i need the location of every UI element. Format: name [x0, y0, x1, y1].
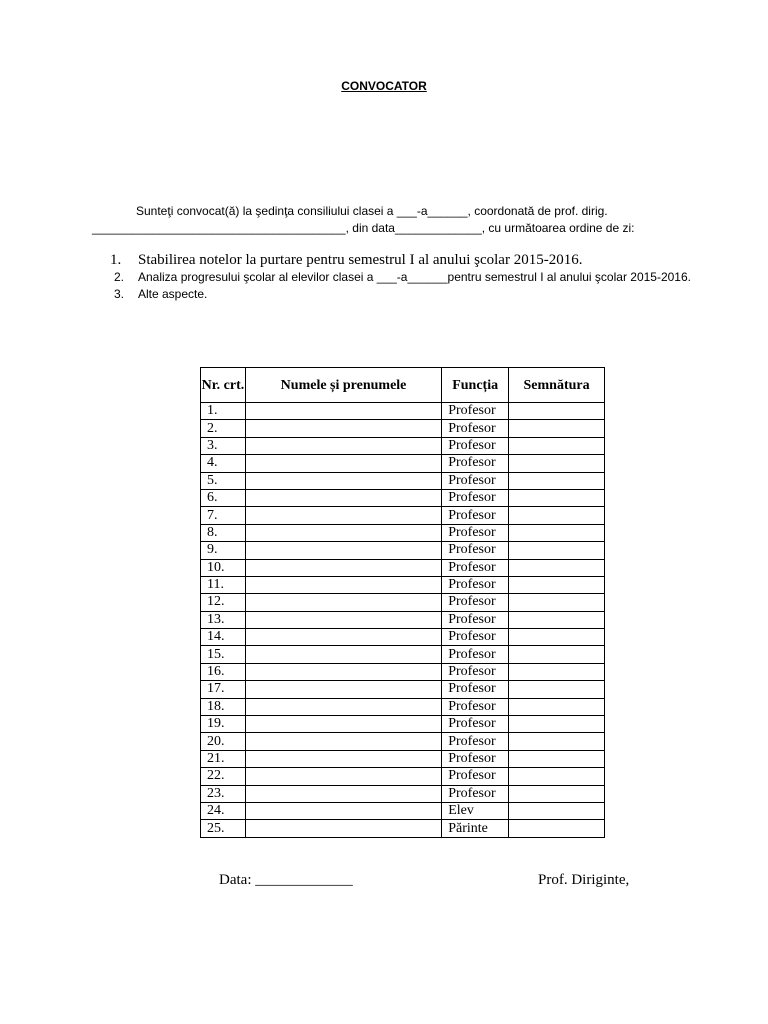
table-row — [201, 576, 605, 593]
row-number: 10. — [201, 559, 246, 576]
agenda-list — [110, 251, 720, 303]
agenda-item — [110, 269, 720, 286]
name-cell[interactable] — [245, 611, 441, 628]
row-number: 18. — [201, 698, 246, 715]
table-row — [201, 472, 605, 489]
role-cell: Profesor — [442, 403, 509, 420]
agenda-item-number: 1. — [110, 252, 122, 268]
table-row — [201, 455, 605, 472]
intro-line-1: Sunteţi convocat(ă) la şedinţa consiliului clasei a ___-a______, coordonată de prof. dirig. — [136, 204, 608, 218]
signature-cell[interactable] — [509, 802, 605, 819]
role-cell: Profesor — [442, 559, 509, 576]
signature-cell[interactable] — [509, 489, 605, 506]
row-number: 8. — [201, 524, 246, 541]
signature-cell[interactable] — [509, 576, 605, 593]
name-cell[interactable] — [245, 455, 441, 472]
name-cell[interactable] — [245, 820, 441, 837]
signature-cell[interactable] — [509, 820, 605, 837]
signature-cell[interactable] — [509, 663, 605, 680]
role-cell: Profesor — [442, 733, 509, 750]
name-cell[interactable] — [245, 489, 441, 506]
signature-cell[interactable] — [509, 733, 605, 750]
table-row — [201, 437, 605, 454]
role-cell: Profesor — [442, 507, 509, 524]
row-number: 19. — [201, 716, 246, 733]
role-cell: Părinte — [442, 820, 509, 837]
name-cell[interactable] — [245, 559, 441, 576]
document-title: CONVOCATOR — [341, 79, 427, 93]
row-number: 20. — [201, 733, 246, 750]
role-cell: Profesor — [442, 524, 509, 541]
signature-label: Prof. Diriginte, — [538, 872, 630, 888]
role-cell: Profesor — [442, 420, 509, 437]
name-cell[interactable] — [245, 663, 441, 680]
table-row — [201, 716, 605, 733]
row-number: 25. — [201, 820, 246, 837]
row-number: 7. — [201, 507, 246, 524]
row-number: 13. — [201, 611, 246, 628]
table-row — [201, 768, 605, 785]
table-row — [201, 507, 605, 524]
header-signature: Semnătura — [509, 368, 605, 403]
signature-cell[interactable] — [509, 524, 605, 541]
table-row — [201, 594, 605, 611]
name-cell[interactable] — [245, 472, 441, 489]
name-cell[interactable] — [245, 524, 441, 541]
row-number: 14. — [201, 629, 246, 646]
role-cell: Profesor — [442, 455, 509, 472]
role-cell: Profesor — [442, 785, 509, 802]
name-cell[interactable] — [245, 681, 441, 698]
name-cell[interactable] — [245, 542, 441, 559]
name-cell[interactable] — [245, 646, 441, 663]
role-cell: Profesor — [442, 698, 509, 715]
row-number: 22. — [201, 768, 246, 785]
signature-cell[interactable] — [509, 455, 605, 472]
signature-cell[interactable] — [509, 785, 605, 802]
row-number: 17. — [201, 681, 246, 698]
table-row — [201, 820, 605, 837]
signature-cell[interactable] — [509, 716, 605, 733]
row-number: 3. — [201, 437, 246, 454]
row-number: 21. — [201, 750, 246, 767]
table-row — [201, 524, 605, 541]
row-number: 5. — [201, 472, 246, 489]
agenda-item — [110, 286, 720, 303]
name-cell[interactable] — [245, 437, 441, 454]
row-number: 9. — [201, 542, 246, 559]
agenda-item-number: 2. — [114, 270, 125, 284]
role-cell: Profesor — [442, 437, 509, 454]
table-row — [201, 681, 605, 698]
name-cell[interactable] — [245, 750, 441, 767]
table-row — [201, 733, 605, 750]
signature-cell[interactable] — [509, 559, 605, 576]
table-row — [201, 802, 605, 819]
signature-cell[interactable] — [509, 611, 605, 628]
name-cell[interactable] — [245, 420, 441, 437]
signature-cell[interactable] — [509, 472, 605, 489]
table-header-row — [201, 368, 605, 403]
table-row — [201, 542, 605, 559]
role-cell: Profesor — [442, 594, 509, 611]
role-cell: Profesor — [442, 663, 509, 680]
table-row — [201, 629, 605, 646]
date-field: Data: _____________ — [219, 872, 353, 888]
role-cell: Profesor — [442, 472, 509, 489]
table-row — [201, 559, 605, 576]
agenda-item-number: 3. — [114, 287, 125, 301]
agenda-item — [110, 251, 720, 269]
role-cell: Profesor — [442, 576, 509, 593]
signature-cell[interactable] — [509, 594, 605, 611]
row-number: 12. — [201, 594, 246, 611]
header-role: Funcția — [442, 368, 509, 403]
intro-line-2: ______________________________________, din data_____________, cu următoarea ordine de zi: — [92, 221, 635, 235]
signature-cell[interactable] — [509, 403, 605, 420]
signature-cell[interactable] — [509, 507, 605, 524]
row-number: 2. — [201, 420, 246, 437]
agenda-item-text: Analiza progresului şcolar al elevilor clasei a ___-a______pentru semestrul I al anului şcolar 2015-2016. — [138, 270, 691, 284]
role-cell: Profesor — [442, 716, 509, 733]
header-nr: Nr. crt. — [201, 368, 246, 403]
name-cell[interactable] — [245, 507, 441, 524]
signature-cell[interactable] — [509, 768, 605, 785]
name-cell[interactable] — [245, 785, 441, 802]
role-cell: Profesor — [442, 611, 509, 628]
signature-cell[interactable] — [509, 750, 605, 767]
agenda-item-text: Stabilirea notelor la purtare pentru semestrul I al anului şcolar 2015-2016. — [138, 252, 583, 268]
role-cell: Profesor — [442, 768, 509, 785]
role-cell: Profesor — [442, 489, 509, 506]
name-cell[interactable] — [245, 698, 441, 715]
signature-cell[interactable] — [509, 542, 605, 559]
name-cell[interactable] — [245, 629, 441, 646]
name-cell[interactable] — [245, 576, 441, 593]
row-number: 16. — [201, 663, 246, 680]
signature-cell[interactable] — [509, 698, 605, 715]
row-number: 4. — [201, 455, 246, 472]
name-cell[interactable] — [245, 716, 441, 733]
role-cell: Profesor — [442, 681, 509, 698]
table-row — [201, 750, 605, 767]
name-cell[interactable] — [245, 403, 441, 420]
row-number: 6. — [201, 489, 246, 506]
table-row — [201, 663, 605, 680]
table-body — [201, 403, 605, 838]
role-cell: Profesor — [442, 629, 509, 646]
table-row — [201, 611, 605, 628]
row-number: 11. — [201, 576, 246, 593]
agenda-item-text: Alte aspecte. — [138, 287, 208, 301]
attendance-table — [200, 367, 605, 838]
name-cell[interactable] — [245, 768, 441, 785]
role-cell: Profesor — [442, 750, 509, 767]
row-number: 1. — [201, 403, 246, 420]
signature-cell[interactable] — [509, 646, 605, 663]
table-row — [201, 646, 605, 663]
table-row — [201, 785, 605, 802]
signature-cell[interactable] — [509, 437, 605, 454]
signature-cell[interactable] — [509, 420, 605, 437]
row-number: 24. — [201, 802, 246, 819]
role-cell: Profesor — [442, 646, 509, 663]
table-row — [201, 420, 605, 437]
name-cell[interactable] — [245, 733, 441, 750]
name-cell[interactable] — [245, 802, 441, 819]
table-row — [201, 698, 605, 715]
table-row — [201, 403, 605, 420]
signature-cell[interactable] — [509, 629, 605, 646]
role-cell: Elev — [442, 802, 509, 819]
header-name: Numele și prenumele — [245, 368, 441, 403]
row-number: 23. — [201, 785, 246, 802]
role-cell: Profesor — [442, 542, 509, 559]
signature-cell[interactable] — [509, 681, 605, 698]
name-cell[interactable] — [245, 594, 441, 611]
table-row — [201, 489, 605, 506]
row-number: 15. — [201, 646, 246, 663]
